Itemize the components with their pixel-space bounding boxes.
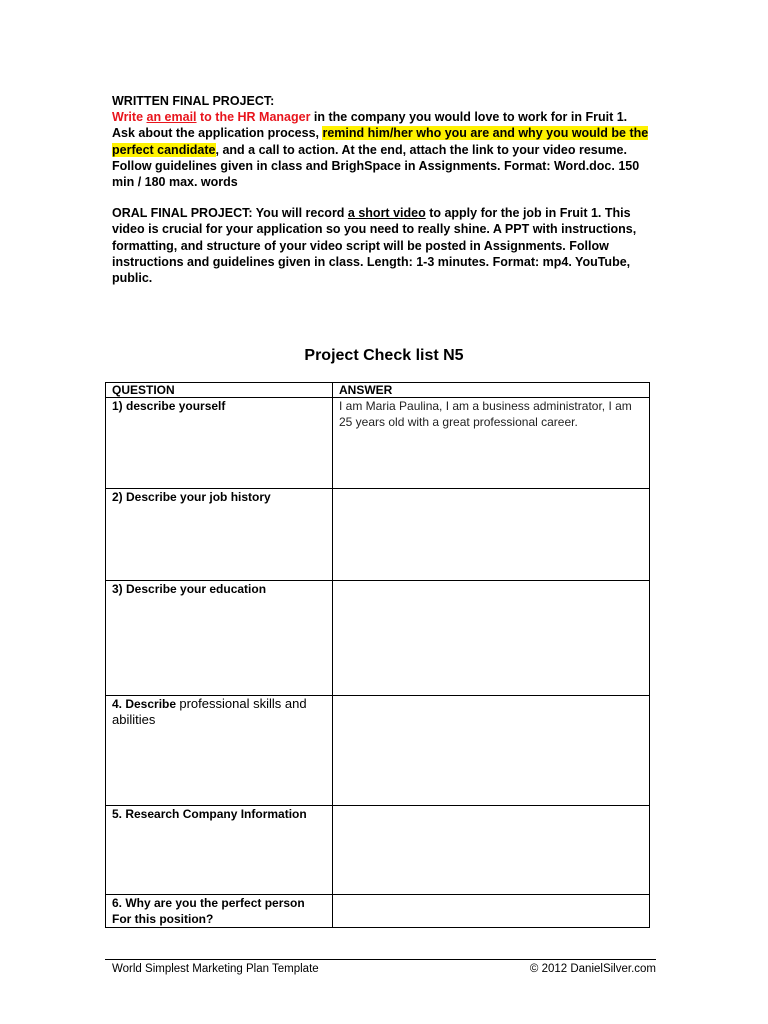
answer-cell[interactable]: [333, 895, 650, 928]
instructions: [112, 93, 652, 286]
written-heading: WRITTEN FINAL PROJECT:: [112, 94, 275, 108]
answer-cell[interactable]: I am Maria Paulina, I am a business administrator, I am 25 years old with a great professional career.: [333, 398, 650, 489]
question-cell: 1) describe yourself: [106, 398, 333, 489]
answer-cell[interactable]: [333, 489, 650, 581]
question-cell: [106, 696, 333, 806]
written-project-paragraph: [112, 93, 652, 190]
footer-divider: [105, 959, 656, 960]
checklist-title: Project Check list N5: [304, 347, 464, 364]
checklist-table: [105, 382, 650, 928]
question-cell: 6. Why are you the perfect person For this position?: [106, 895, 333, 928]
footer-copyright: © 2012 DanielSilver.com: [529, 963, 656, 975]
written-text-rest: , and a call to action. At the end, attach the link to your video resume. Follow guidelines given in class and BrighSpace in Assignments. Format: Word.doc. 150 min / 180 max. words: [112, 142, 640, 190]
table-row: [106, 398, 650, 489]
header-answer: ANSWER: [333, 383, 650, 398]
written-text-hr: to the HR Manager: [196, 110, 311, 125]
answer-cell[interactable]: [333, 696, 650, 806]
table-row: [106, 581, 650, 696]
question-cell: 2) Describe your job history: [106, 489, 333, 581]
written-text-highlight: remind him/her who you are and why you would be the perfect candidate: [112, 126, 649, 157]
table-row: [106, 696, 650, 806]
question-bold: 4. Describe: [112, 697, 180, 711]
table-row: [106, 895, 650, 928]
question-cell: 5. Research Company Information: [106, 806, 333, 895]
written-text-email: an email: [146, 110, 197, 125]
table-row: [106, 489, 650, 581]
table-header-row: [106, 383, 650, 398]
header-question: QUESTION: [106, 383, 333, 398]
oral-project-paragraph: [112, 205, 652, 286]
written-text-company: in the company you would love to work for in Fruit 1. Ask about the application process,: [112, 110, 628, 141]
written-text-write: Write: [112, 110, 147, 125]
answer-cell[interactable]: [333, 581, 650, 696]
answer-cell[interactable]: [333, 806, 650, 895]
oral-text-rest: to apply for the job in Fruit 1. This video is crucial for your application so you need to really shine. A PPT with instructions, formatting, and structure of your video script will be posted in Assignments. Follow instructions and guidelines given in class. Length: 1-3 minutes. Format: mp4. YouTube, public.: [112, 206, 637, 286]
footer-left-text: World Simplest Marketing Plan Template: [112, 963, 319, 975]
oral-text-start: ORAL FINAL PROJECT: You will record: [112, 206, 348, 221]
oral-text-video: a short video: [347, 206, 426, 221]
question-cell: 3) Describe your education: [106, 581, 333, 696]
table-row: [106, 806, 650, 895]
question-plain: professional skills and abilities: [112, 696, 307, 727]
